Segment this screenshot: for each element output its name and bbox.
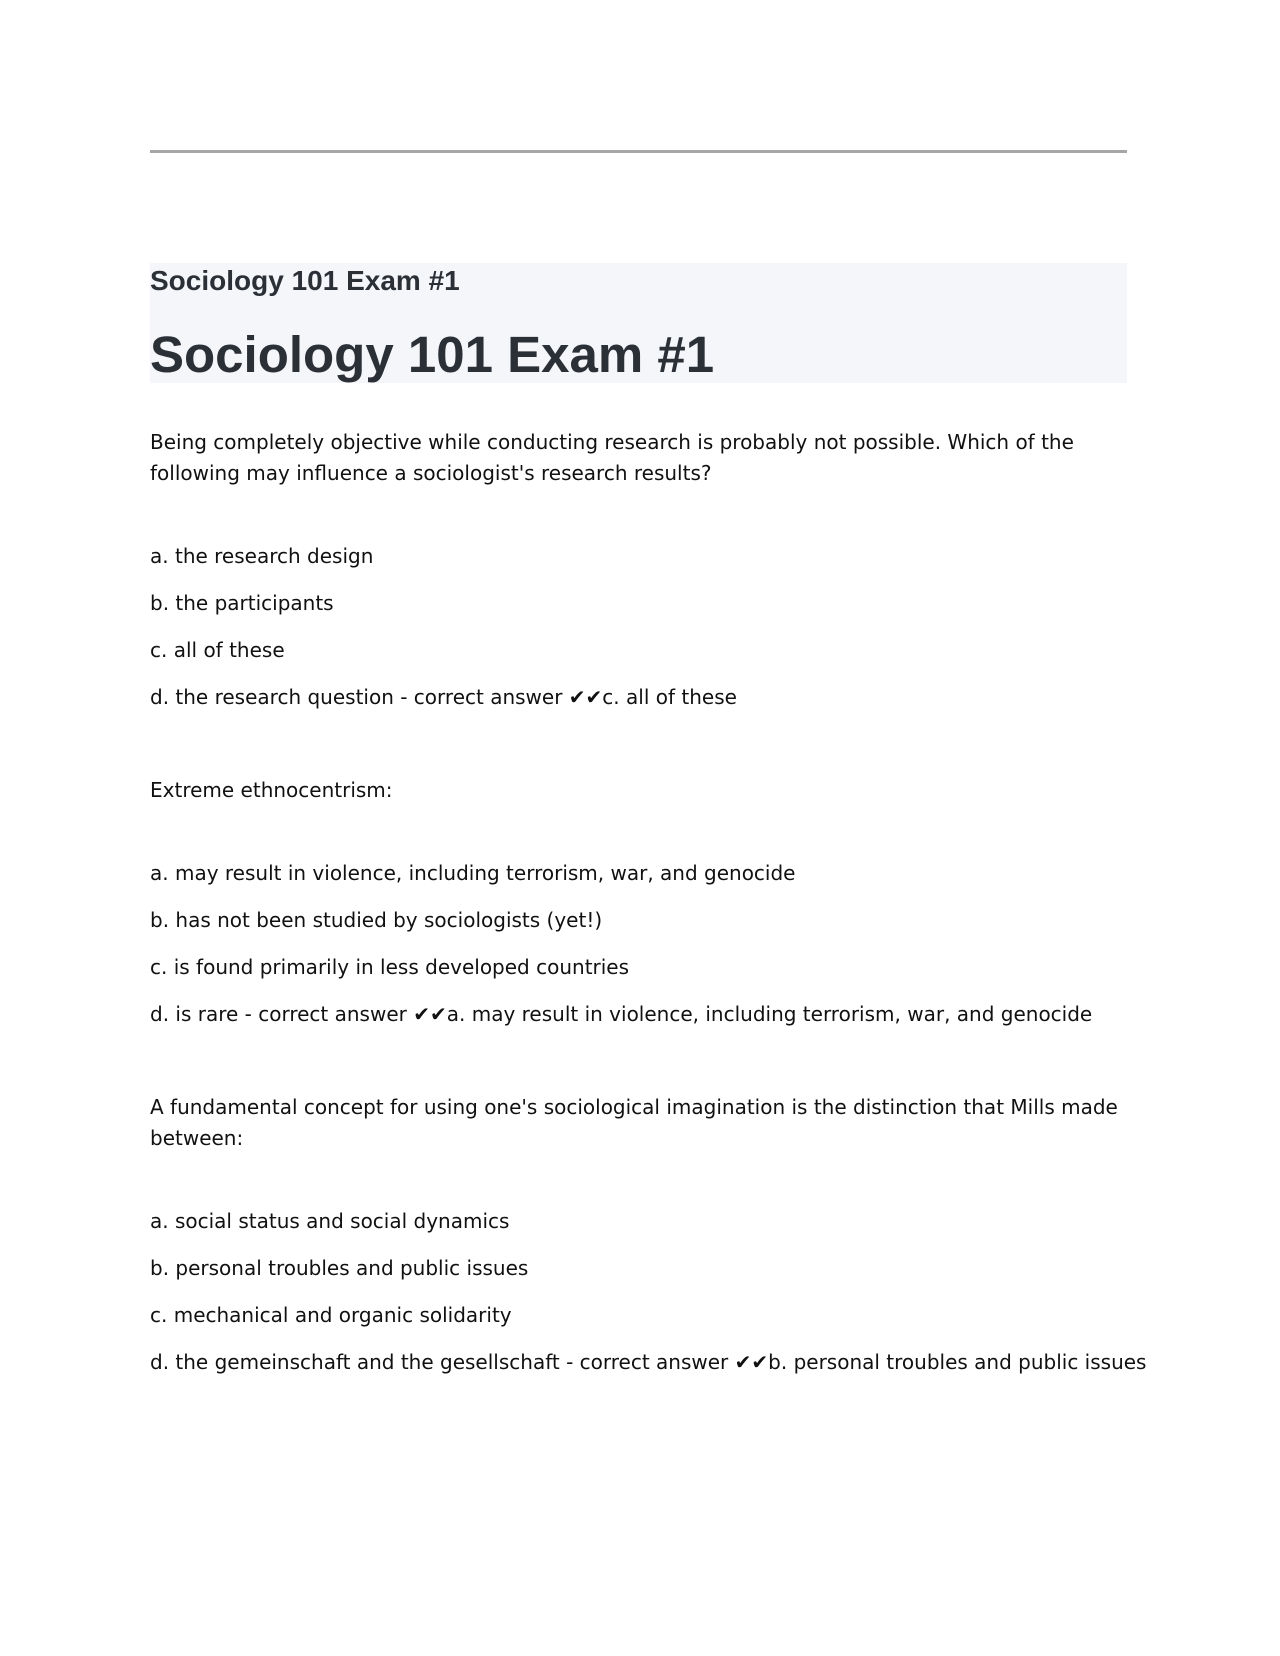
option-a: a. the research design	[150, 544, 374, 568]
option-b: b. the participants	[150, 591, 334, 615]
answer-options	[150, 1206, 1147, 1378]
document-title: Sociology 101 Exam #1	[150, 326, 715, 383]
option-d-with-answer: d. is rare - correct answer ✔✔a. may result in violence, including terrorism, war, and genocide	[150, 1002, 1093, 1026]
question-text: A fundamental concept for using one's sociological imagination is the distinction that Mills made between:	[150, 1095, 1118, 1150]
option-c: c. mechanical and organic solidarity	[150, 1303, 512, 1327]
option-c: c. is found primarily in less developed countries	[150, 955, 630, 979]
document-subtitle: Sociology 101 Exam #1	[150, 265, 460, 296]
question-text: Extreme ethnocentrism:	[150, 778, 393, 802]
question-block-2	[150, 775, 1127, 1030]
horizontal-rule	[150, 150, 1127, 153]
option-c: c. all of these	[150, 638, 285, 662]
answer-options	[150, 858, 1127, 1030]
document-body	[150, 427, 1147, 1378]
question-text: Being completely objective while conducting research is probably not possible. Which of the following may influence a sociologist's research results?	[150, 430, 1074, 485]
answer-options	[150, 541, 1127, 713]
question-block-3	[150, 1092, 1147, 1378]
option-a: a. social status and social dynamics	[150, 1209, 510, 1233]
option-a: a. may result in violence, including terrorism, war, and genocide	[150, 861, 796, 885]
option-b: b. personal troubles and public issues	[150, 1256, 529, 1280]
option-b: b. has not been studied by sociologists (yet!)	[150, 908, 603, 932]
option-d-with-answer: d. the research question - correct answer ✔✔c. all of these	[150, 685, 737, 709]
question-block-1	[150, 427, 1127, 713]
option-d-with-answer: d. the gemeinschaft and the gesellschaft - correct answer ✔✔b. personal troubles and public issues	[150, 1350, 1147, 1374]
